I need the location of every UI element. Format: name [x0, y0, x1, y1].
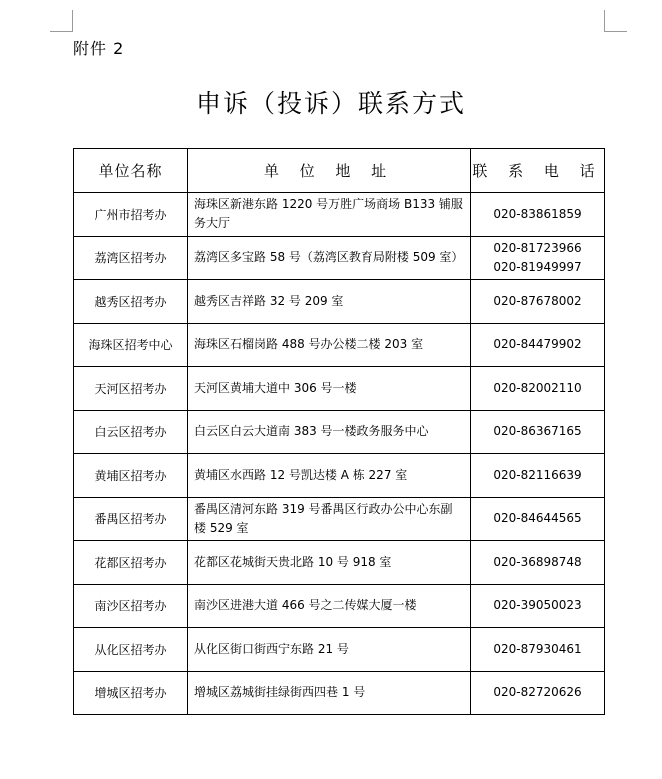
phone-number: 020-86367165 — [493, 424, 582, 439]
phone-number: 020-36898748 — [493, 554, 582, 569]
unit-name-cell: 黄埔区招考办 — [74, 454, 188, 498]
unit-name-cell: 花都区招考办 — [74, 541, 188, 585]
address-cell: 天河区黄埔大道中 306 号一楼 — [188, 367, 471, 411]
phone-cell — [471, 367, 605, 411]
unit-name-cell: 南沙区招考办 — [74, 584, 188, 628]
unit-name-cell: 番禺区招考办 — [74, 497, 188, 541]
address-cell: 白云区白云大道南 383 号一楼政务服务中心 — [188, 410, 471, 454]
address-cell: 南沙区进港大道 466 号之二传媒大厦一楼 — [188, 584, 471, 628]
phone-number: 020-87678002 — [493, 293, 582, 308]
table-row — [74, 541, 605, 585]
crop-mark-top-left-horizontal — [50, 31, 73, 32]
unit-name-cell: 白云区招考办 — [74, 410, 188, 454]
phone-number: 020-81723966 — [493, 240, 582, 255]
unit-name-cell: 越秀区招考办 — [74, 280, 188, 324]
crop-mark-top-right-vertical — [604, 10, 605, 32]
phone-cell — [471, 280, 605, 324]
unit-name-cell: 增城区招考办 — [74, 671, 188, 715]
address-cell: 海珠区新港东路 1220 号万胜广场商场 B133 铺服务大厅 — [188, 193, 471, 237]
table-row — [74, 671, 605, 715]
phone-cell — [471, 628, 605, 672]
attachment-label: 附件 2 — [73, 39, 125, 58]
phone-number: 020-82720626 — [493, 685, 582, 700]
table-header-row — [74, 149, 605, 193]
phone-cell — [471, 454, 605, 498]
unit-name-cell: 海珠区招考中心 — [74, 323, 188, 367]
table-body — [74, 193, 605, 715]
table-row — [74, 454, 605, 498]
unit-name-cell: 广州市招考办 — [74, 193, 188, 237]
address-cell: 番禺区清河东路 319 号番禺区行政办公中心东副楼 529 室 — [188, 497, 471, 541]
phone-number: 020-84479902 — [493, 337, 582, 352]
address-cell: 从化区街口街西宁东路 21 号 — [188, 628, 471, 672]
table-row — [74, 280, 605, 324]
phone-cell — [471, 541, 605, 585]
address-cell: 增城区荔城街挂绿街西四巷 1 号 — [188, 671, 471, 715]
address-cell: 花都区花城街天贵北路 10 号 918 室 — [188, 541, 471, 585]
crop-mark-top-right-horizontal — [604, 31, 627, 32]
table-row — [74, 193, 605, 237]
table-row — [74, 584, 605, 628]
table-row — [74, 323, 605, 367]
phone-number: 020-83861859 — [493, 206, 582, 221]
phone-number: 020-84644565 — [493, 511, 582, 526]
phone-number: 020-82002110 — [493, 380, 582, 395]
table-row — [74, 628, 605, 672]
phone-number: 020-87930461 — [493, 641, 582, 656]
unit-name-cell: 荔湾区招考办 — [74, 236, 188, 280]
phone-number: 020-81949997 — [493, 259, 582, 274]
phone-cell — [471, 497, 605, 541]
phone-cell — [471, 323, 605, 367]
table-row — [74, 497, 605, 541]
address-cell: 黄埔区水西路 12 号凯达楼 A 栋 227 室 — [188, 454, 471, 498]
crop-mark-top-left-vertical — [72, 10, 73, 32]
phone-cell — [471, 193, 605, 237]
address-cell: 荔湾区多宝路 58 号（荔湾区教育局附楼 509 室） — [188, 236, 471, 280]
address-cell: 海珠区石榴岗路 488 号办公楼二楼 203 室 — [188, 323, 471, 367]
header-phone: 联 系 电 话 — [471, 149, 605, 193]
contact-table — [73, 148, 605, 715]
phone-cell — [471, 584, 605, 628]
unit-name-cell: 从化区招考办 — [74, 628, 188, 672]
table-row — [74, 236, 605, 280]
phone-number: 020-39050023 — [493, 598, 582, 613]
phone-number: 020-82116639 — [493, 467, 582, 482]
table-row — [74, 367, 605, 411]
phone-cell — [471, 236, 605, 280]
phone-cell — [471, 410, 605, 454]
phone-cell — [471, 671, 605, 715]
page-title: 申诉（投诉）联系方式 — [195, 89, 466, 118]
table-row — [74, 410, 605, 454]
address-cell: 越秀区吉祥路 32 号 209 室 — [188, 280, 471, 324]
header-unit: 单位名称 — [74, 149, 188, 193]
unit-name-cell: 天河区招考办 — [74, 367, 188, 411]
header-address: 单 位 地 址 — [188, 149, 471, 193]
